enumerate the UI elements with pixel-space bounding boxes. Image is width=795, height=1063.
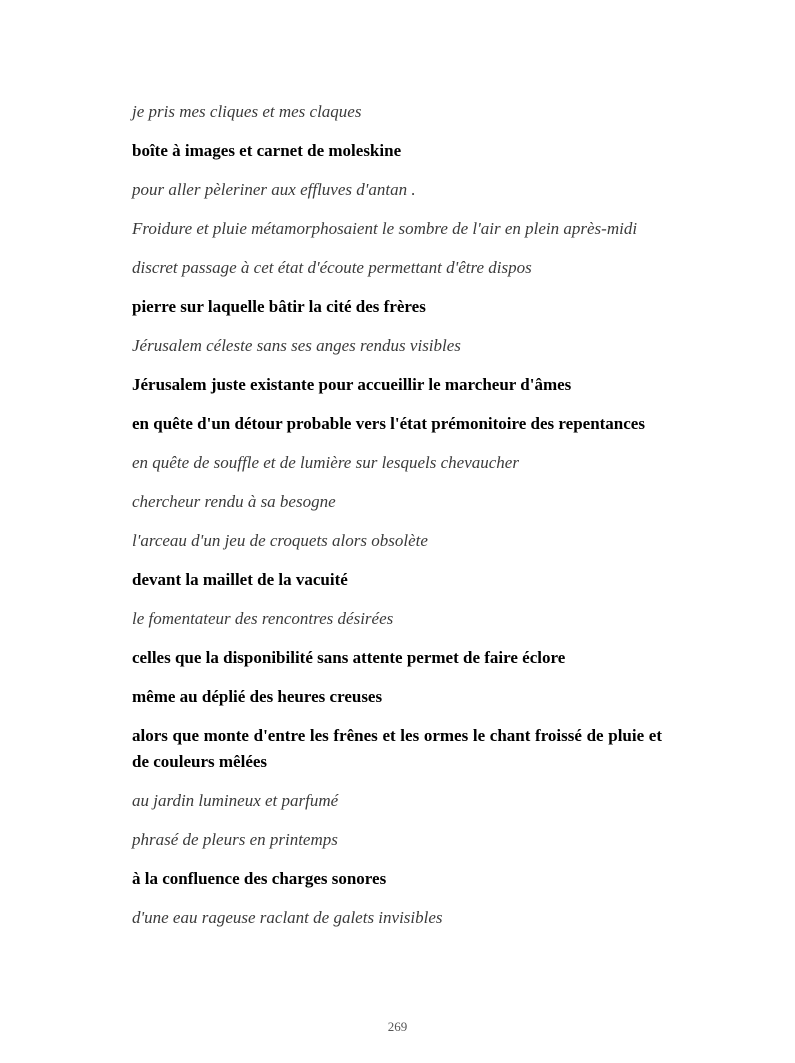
poem-line: alors que monte d'entre les frênes et les ormes le chant froissé de pluie et de couleurs mêlées (132, 726, 662, 771)
poem-line: discret passage à cet état d'écoute permettant d'être dispos (132, 258, 532, 277)
poem-line: Jérusalem céleste sans ses anges rendus visibles (132, 336, 461, 355)
poem-line: en quête d'un détour probable vers l'état prémonitoire des repentances (132, 414, 645, 433)
poem-line: je pris mes cliques et mes claques (132, 102, 362, 121)
poem-body (132, 99, 662, 944)
page-number: 269 (387, 1019, 408, 1034)
poem-line: pour aller pèleriner aux effluves d'antan . (132, 180, 416, 199)
poem-line: à la confluence des charges sonores (132, 869, 387, 888)
poem-line: boîte à images et carnet de moleskine (132, 141, 402, 160)
poem-line: même au déplié des heures creuses (132, 687, 383, 706)
poem-line: au jardin lumineux et parfumé (132, 791, 339, 810)
poem-line: Jérusalem juste existante pour accueillir le marcheur d'âmes (132, 375, 572, 394)
poem-line: l'arceau d'un jeu de croquets alors obsolète (132, 531, 428, 550)
poem-line: phrasé de pleurs en printemps (132, 830, 338, 849)
poem-line: d'une eau rageuse raclant de galets invisibles (132, 908, 443, 927)
poem-line: en quête de souffle et de lumière sur lesquels chevaucher (132, 453, 519, 472)
poem-line: chercheur rendu à sa besogne (132, 492, 336, 511)
poem-line: le fomentateur des rencontres désirées (132, 609, 394, 628)
poem-line: Froidure et pluie métamorphosaient le sombre de l'air en plein après-midi (132, 219, 638, 238)
poem-line: pierre sur laquelle bâtir la cité des frères (132, 297, 426, 316)
poem-line: celles que la disponibilité sans attente permet de faire éclore (132, 648, 566, 667)
poem-line: devant la maillet de la vacuité (132, 570, 348, 589)
